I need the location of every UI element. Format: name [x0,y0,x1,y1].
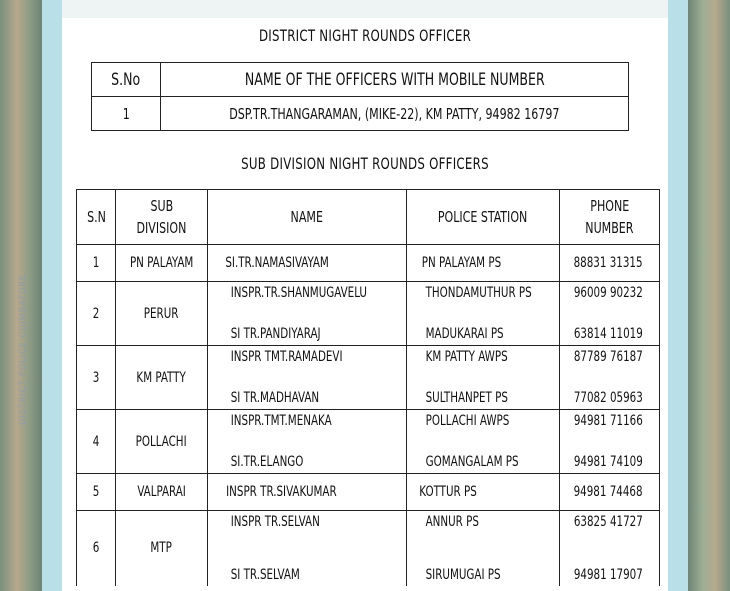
subdivision-table-header [77,190,660,245]
row-officer-name: SI.TR.NAMASIVAYAM [208,245,407,282]
row-sub-division: PERUR [116,282,208,346]
district-officer-table [91,62,629,131]
table-row [77,474,660,511]
police-station: THONDAMUTHUR PS [425,285,532,301]
phone-number: 96009 90232 [573,285,643,301]
document-sheet [62,0,668,591]
table-row [77,346,660,410]
district-row-sn: 1 [92,97,161,131]
officer-name: INSPR.TR.SHANMUGAVELU [230,285,367,301]
district-header-name: NAME OF THE OFFICERS WITH MOBILE NUMBER [161,63,629,97]
row-phone-numbers [560,346,660,410]
left-frame-band [42,0,62,591]
police-station: SIRUMUGAI PS [425,566,501,583]
district-table-header [92,63,629,97]
phone-number: 63814 11019 [573,326,643,342]
phone-number: 63825 41727 [573,514,643,530]
table-row [92,97,629,131]
right-frame-band [668,0,688,591]
subdivision-title: SUB DIVISION NIGHT ROUNDS OFFICERS [241,154,489,173]
police-station: ANNUR PS [425,514,479,530]
row-sn: 5 [77,474,116,511]
phone-number: 77082 05963 [573,390,643,406]
row-police-stations [407,346,560,410]
police-station: MADUKARAI PS [425,326,504,342]
row-officer-names [208,511,407,586]
row-officer-name: INSPR TR.SIVAKUMAR [208,474,407,511]
phone-number: 94981 71166 [573,413,643,429]
header-name: NAME [208,190,407,245]
header-sn: S.N [77,190,116,245]
row-sub-division: MTP [116,511,208,586]
officer-name: SI TR.MADHAVAN [230,390,320,406]
row-police-station: PN PALAYAM PS [407,245,560,282]
row-sn: 1 [77,245,116,282]
row-sub-division: KM PATTY [116,346,208,410]
officer-name: INSPR TR.SELVAN [230,514,320,530]
row-police-stations [407,410,560,474]
row-sn: 2 [77,282,116,346]
watermark-text: DISTRICT POLICE COIMBATORE [18,273,28,425]
phone-number: 94981 74109 [573,454,643,470]
row-sub-division: POLLACHI [116,410,208,474]
officer-name: SI TR.PANDIYARAJ [230,326,321,342]
police-station: KM PATTY AWPS [425,349,508,365]
row-phone-numbers [560,410,660,474]
table-row [77,282,660,346]
district-header-sno: S.No [92,63,161,97]
officer-name: SI.TR.ELANGO [230,454,304,470]
row-officer-names [208,410,407,474]
officer-name: SI TR.SELVAM [230,566,300,583]
row-phone-number: 94981 74468 [560,474,660,511]
sheet-top-strip [62,0,668,18]
table-row [77,410,660,474]
row-phone-numbers [560,282,660,346]
phone-number: 94981 17907 [573,566,643,583]
table-row [77,511,660,586]
row-police-station: KOTTUR PS [407,474,560,511]
phone-number: 87789 76187 [573,349,643,365]
header-phone-number: PHONE NUMBER [560,190,660,245]
subdivision-officer-table [76,189,660,586]
row-officer-names [208,346,407,410]
police-station: GOMANGALAM PS [425,454,519,470]
row-phone-number: 88831 31315 [560,245,660,282]
police-station: POLLACHI AWPS [425,413,510,429]
row-sn: 4 [77,410,116,474]
row-phone-numbers [560,511,660,586]
left-frame-border [0,0,42,591]
row-sn: 3 [77,346,116,410]
row-sn: 6 [77,511,116,586]
officer-name: INSPR.TMT.MENAKA [230,413,332,429]
officer-name: INSPR TMT.RAMADEVI [230,349,343,365]
header-police-station: POLICE STATION [407,190,560,245]
table-row [77,245,660,282]
police-station: SULTHANPET PS [425,390,508,406]
row-sub-division: VALPARAI [116,474,208,511]
row-police-stations [407,282,560,346]
row-sub-division: PN PALAYAM [116,245,208,282]
district-row-officer: DSP.TR.THANGARAMAN, (MIKE-22), KM PATTY, 94982 16797 [161,97,629,131]
right-frame-border [688,0,730,591]
row-police-stations [407,511,560,586]
row-officer-names [208,282,407,346]
district-title: DISTRICT NIGHT ROUNDS OFFICER [258,26,472,45]
header-sub-division: SUB DIVISION [116,190,208,245]
